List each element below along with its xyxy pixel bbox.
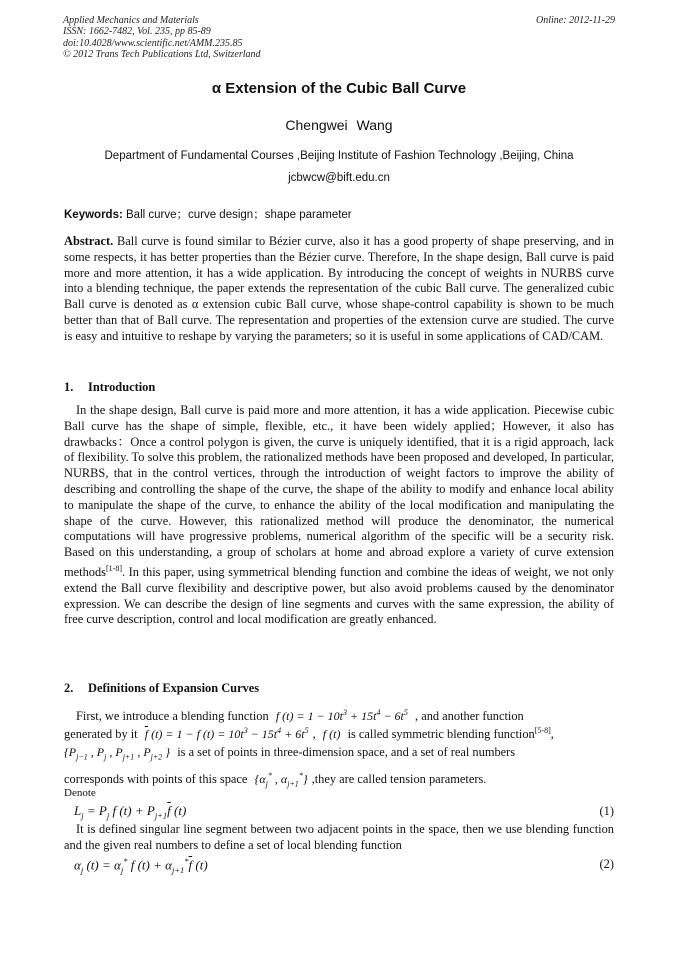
denote-label: Denote — [64, 787, 96, 799]
online-date: Online: 2012-11-29 — [536, 15, 615, 26]
def-line-4 — [64, 767, 614, 789]
abstract — [64, 234, 614, 345]
blend-function-f: f $(t) = 1 - 10t^3 + 15t^4 - 6t^5$ — [275, 708, 408, 723]
issn-line: ISSN: 1662-7482, Vol. 235, pp 85-89 — [63, 26, 211, 38]
blend-definition-text: It is defined singular line segment between two adjacent points in the space, then we use blending function and the given real numbers to define a set of local blending function — [64, 822, 614, 852]
intro-text-a: In the shape design, Ball curve is paid more and more attention, it has a wide application. Piecewise cubic Ball curve has the shape of simple, flexible, etc., it have been widely applied；However, it also has drawbacks：Once a control polygon is given, the curve is uniquely identified, that it is a rigid approach, lack of flexibility. To solve this problem, the rationalized methods have been proposed and developed, In particular, NURBS, that in the control vertices, through the introduction of weight factors to improve the ability of describing and controlling the shape of the curve, the shape of the ability to modify and enhance local ability to manipulate the shape of the curve, to enhance the ability of the local modification and manipulating the shape of the curve. However, this rationalized method will produce the denominator, the numerical computations will have progressive problems, numerical algorithm of the specific will be a security risk. Based on this understanding, a group of scholars at home and abroad explore a variety of curve extension methods — [64, 403, 614, 580]
equation-2-number: (2) — [599, 857, 614, 871]
def-citation: [5-8] — [534, 726, 551, 735]
def-line-1-text-b: , and another function — [415, 709, 524, 723]
copyright-line: © 2012 Trans Tech Publications Ltd, Switzerland — [63, 48, 261, 60]
def-line-4-text-b: ,they are called tension parameters. — [311, 772, 487, 786]
section-1-title: Introduction — [88, 380, 156, 394]
abstract-text: Ball curve is found similar to Bézier curve, also it has a good property of shape preserving, and in some respects, it has better properties than the Bézier curve. Therefore, In the shape design, Ball curve is paid more and more attention, it has a wide application. By introducing the concept of weights in NURBS curve into a blending technique, the paper extends the representation of the cubic Ball curve. The generalized cubic Ball curve is denoted as α extension cubic Ball curve, whose shape-control capability is shown to be much better than that of Ball curve. The representation and properties of the extension curve are studied. The curve is easy and intuitive to reshape by varying the parameters; so it is useful in some applications of CAD/CAM. — [64, 234, 614, 343]
ft-symbol: f (t) — [322, 727, 341, 742]
equation-1: $L_j = P_j$ f $(t) + P_{j+1}\overline{f}$ (t) — [74, 803, 187, 821]
equation-1-number: (1) — [599, 804, 614, 818]
equation-2: $\alpha_j$ $(t) = \alpha_j^*$ f $(t) + \alpha_{j+1}^*\overline{f}$ (t) — [74, 856, 208, 875]
tension-parameters: {$\alpha_j^*$ , $\alpha_{j+1}^*$} — [254, 771, 308, 789]
def-line-2-text-a: generated by it — [64, 727, 138, 742]
journal-header — [63, 15, 615, 60]
point-set: {$P_{j-1}$ , $P_j$ , $P_{j+1}$ , $P_{j+2}$ } — [64, 745, 171, 762]
def-line-2: generated by it $\overline{f}$ (t) = 1 − f $(t) = 10t^3 - 15t^4 + 6t^5$ , f (t) is called symmetric blending function[5-8], — [64, 726, 554, 742]
paper-title: α Extension of the Cubic Ball Curve — [211, 80, 467, 97]
author-email[interactable]: jcbwcw@bift.edu.cn — [288, 172, 390, 184]
intro-text-b: . In this paper, using symmetrical blending function and combine the ideas of weight, we not only extend the Ball curve flexibility and descriptive power, but also avoid problems caused by the denominator expression. We can describe the design of line segments and curves with the same expression, the ability of free curve description, control and local modification are greatly enhanced. — [64, 565, 614, 627]
section-2-heading — [64, 681, 259, 696]
def-line-1-text-a: First, we introduce a blending function — [76, 709, 269, 723]
keywords-label: Keywords: — [64, 209, 123, 221]
keywords-text: Ball curve；curve design；shape parameter — [126, 209, 352, 221]
keywords — [64, 206, 614, 222]
def-line-1 — [64, 704, 614, 721]
section-1-heading — [64, 380, 155, 395]
journal-name: Applied Mechanics and Materials — [63, 15, 199, 26]
abstract-label: Abstract. — [64, 234, 114, 248]
def-line-3-text: is a set of points in three-dimension space, and a set of real numbers — [177, 745, 516, 759]
author-name: Chengwei Wang — [285, 117, 393, 133]
def-line-3 — [64, 744, 614, 761]
doi-line[interactable]: doi:10.4028/www.scientific.net/AMM.235.85 — [63, 37, 243, 49]
section-2-number: 2. — [64, 681, 74, 695]
affiliation: Department of Fundamental Courses ,Beijing Institute of Fashion Technology ,Beijing, China — [104, 150, 574, 162]
section-1-number: 1. — [64, 380, 74, 394]
intro-citation: [1-8] — [106, 563, 122, 573]
blend-function-fbar: $\overline{f}$ (t) = 1 − f $(t) = 10t^3 - 15t^4 + 6t^5$ — [144, 726, 309, 742]
section-2-title: Definitions of Expansion Curves — [88, 681, 260, 695]
def-line-4-text-a: corresponds with points of this space — [64, 772, 248, 786]
def-line-2-text-b: is called symmetric blending function — [347, 727, 535, 742]
section-1-body — [64, 403, 614, 628]
